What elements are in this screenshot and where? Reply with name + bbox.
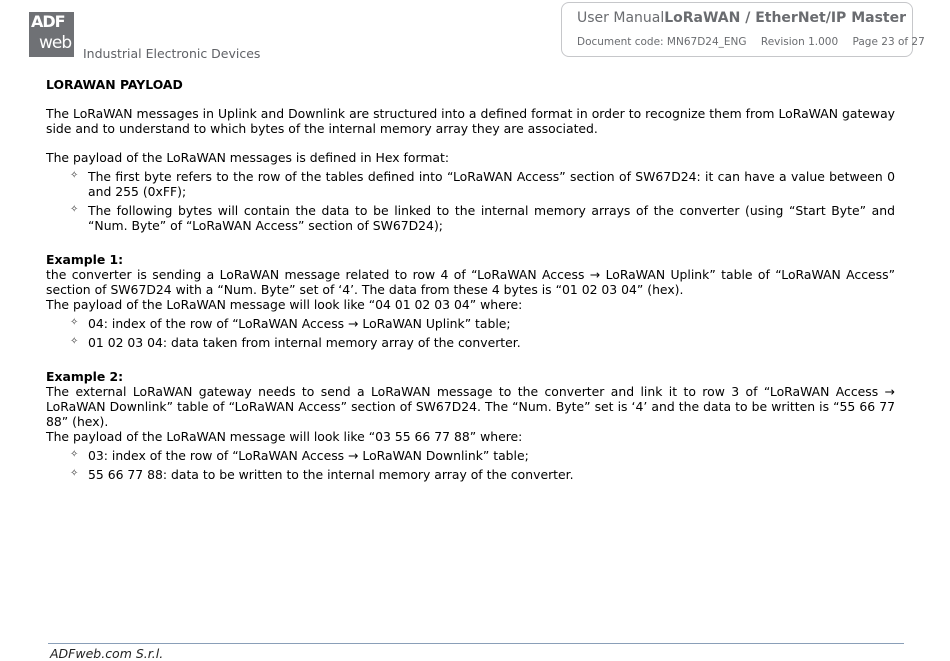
intro-paragraph: The LoRaWAN messages in Uplink and Downlink are structured into a defined format in order to recognize them from LoRaWAN gateway side and to understand to which bytes of the internal memory array they are associated. bbox=[46, 106, 895, 136]
header-meta bbox=[577, 36, 936, 48]
bullet-icon: ✧ bbox=[70, 204, 79, 215]
footer-company: ADFweb.com S.r.l. bbox=[50, 646, 164, 661]
bullet-icon: ✧ bbox=[70, 468, 79, 479]
example1-title: Example 1: bbox=[46, 252, 124, 267]
bullet-icon: ✧ bbox=[70, 336, 79, 347]
document-revision: Revision 1.000 bbox=[760, 36, 839, 48]
list-item: ✧ 03: index of the row of “LoRaWAN Access → LoRaWAN Downlink” table; bbox=[70, 448, 529, 463]
bullet-icon: ✧ bbox=[70, 170, 79, 181]
bullet-icon: ✧ bbox=[70, 449, 79, 460]
header-manual-label: User Manual bbox=[577, 10, 665, 26]
section-heading: LORAWAN PAYLOAD bbox=[46, 77, 183, 92]
page-number: Page 23 of 27 bbox=[852, 36, 925, 48]
list-item: ✧ 04: index of the row of “LoRaWAN Access → LoRaWAN Uplink” table; bbox=[70, 316, 511, 331]
example2-bullet-list bbox=[46, 448, 895, 482]
adfweb-logo bbox=[29, 12, 74, 57]
example2-text: The external LoRaWAN gateway needs to send a LoRaWAN message to the converter and link it to row 3 of “LoRaWAN Access → LoRaWAN Downlink” table of “LoRaWAN Access” section of SW67D24. The “Num. Byte” set is ‘4’ and the data to be written is “55 66 77 88” (hex). bbox=[46, 384, 895, 429]
list-item: ✧ The first byte refers to the row of the tables defined into “LoRaWAN Access” section of SW67D24: it can have a value between 0 and 255 (0xFF); bbox=[70, 169, 895, 199]
logo-text-bottom: web bbox=[39, 33, 72, 53]
header-document-title: LoRaWAN / EtherNet/IP Master bbox=[664, 10, 906, 26]
example2-title: Example 2: bbox=[46, 369, 124, 384]
payload-bullet-list bbox=[46, 169, 895, 233]
list-item: ✧ The following bytes will contain the data to be linked to the internal memory arrays of the converter (using “Start Byte” and “Num. Byte” of “LoRaWAN Access” section of SW67D24); bbox=[70, 203, 895, 233]
logo-text-top: ADF bbox=[31, 12, 65, 31]
example1-payload: The payload of the LoRaWAN message will look like “04 01 02 03 04” where: bbox=[46, 297, 523, 312]
company-tagline: Industrial Electronic Devices bbox=[83, 46, 261, 61]
document-code: Document code: MN67D24_ENG bbox=[577, 36, 747, 48]
page-content bbox=[46, 77, 895, 486]
payload-definition: The payload of the LoRaWAN messages is defined in Hex format: bbox=[46, 150, 450, 165]
example1-bullet-list bbox=[46, 316, 895, 350]
bullet-icon: ✧ bbox=[70, 317, 79, 328]
document-header bbox=[561, 2, 925, 57]
footer-divider bbox=[48, 643, 904, 644]
list-item: ✧ 01 02 03 04: data taken from internal memory array of the converter. bbox=[70, 335, 521, 350]
example1-text: the converter is sending a LoRaWAN message related to row 4 of “LoRaWAN Access → LoRaWAN Uplink” table of “LoRaWAN Access” section of SW67D24 with a “Num. Byte” set of ‘4’. The data from these 4 bytes is “01 02 03 04” (hex). bbox=[46, 267, 895, 297]
example2-payload: The payload of the LoRaWAN message will look like “03 55 66 77 88” where: bbox=[46, 429, 523, 444]
list-item: ✧ 55 66 77 88: data to be written to the internal memory array of the converter. bbox=[70, 467, 574, 482]
